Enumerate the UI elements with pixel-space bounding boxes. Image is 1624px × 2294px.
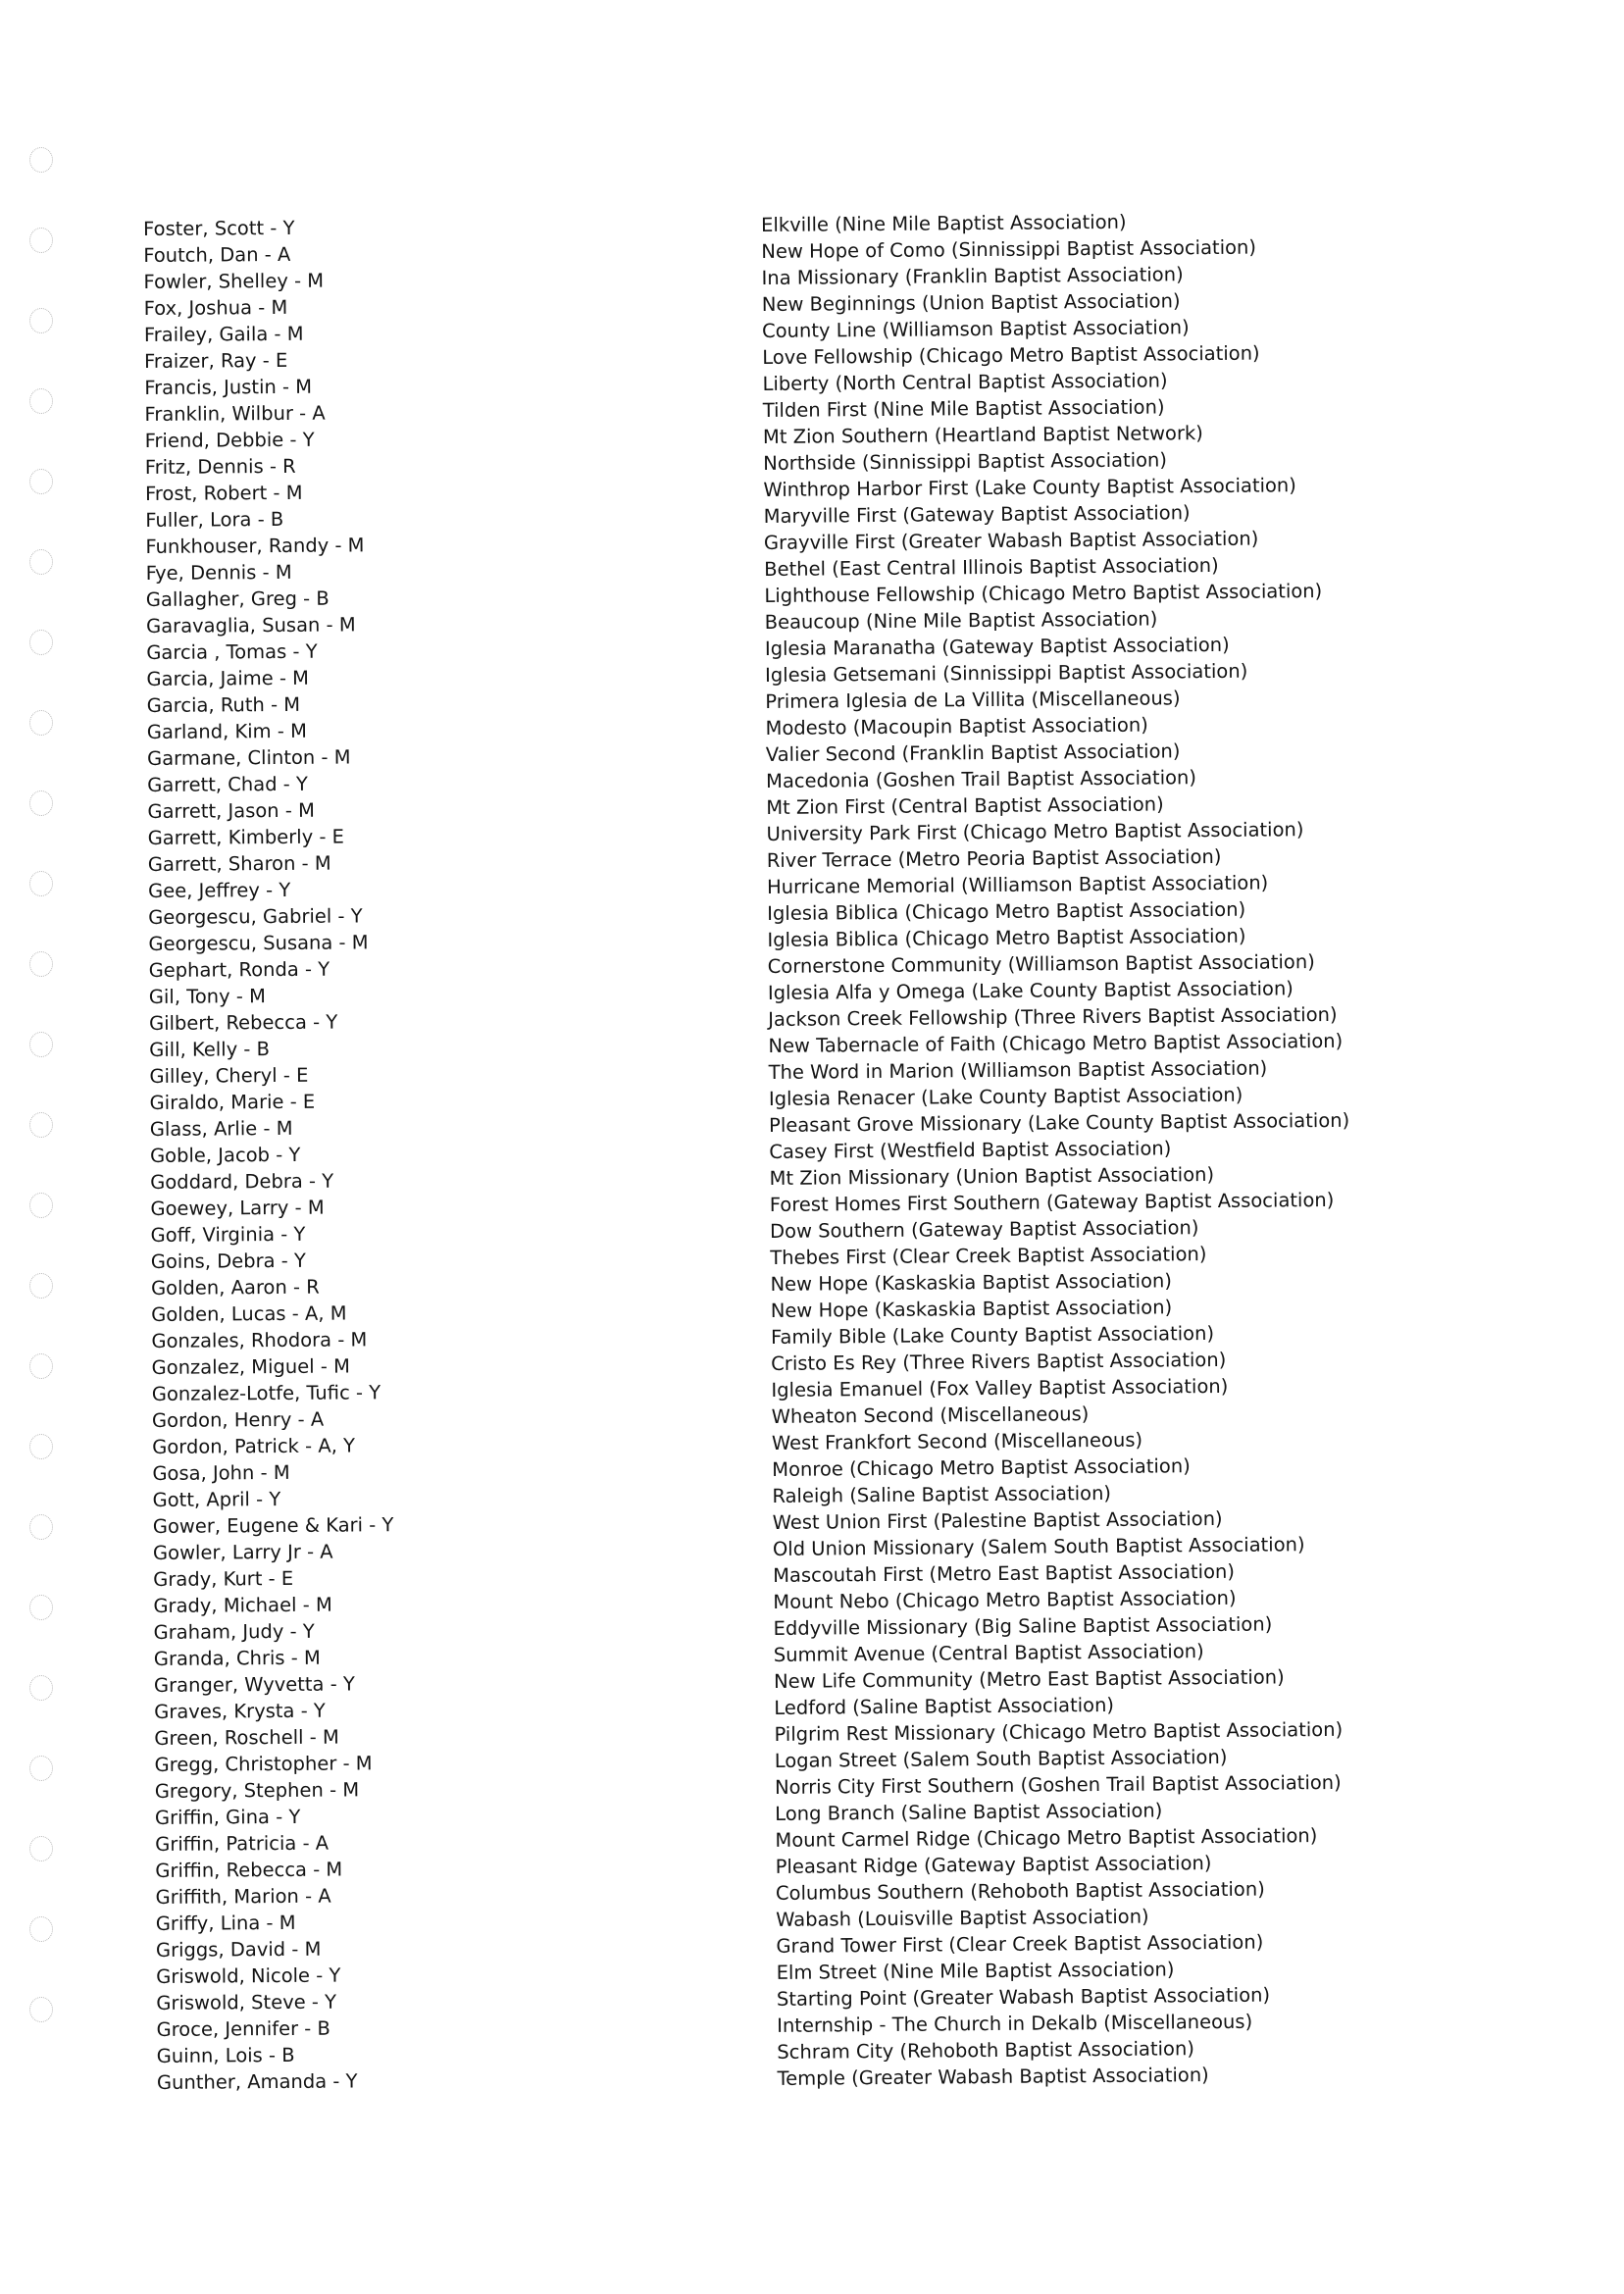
name-entry: Francis, Justin - M [144, 375, 313, 399]
binder-hole-mark [29, 1273, 53, 1299]
church-entry: Long Branch (Saline Baptist Association) [775, 1799, 1163, 1825]
church-entry: Casey First (Westfield Baptist Association) [769, 1137, 1172, 1163]
binder-hole-mark [29, 951, 53, 977]
name-entry: Goddard, Debra - Y [150, 1169, 334, 1194]
church-entry: Jackson Creek Fellowship (Three Rivers Baptist Association) [768, 1002, 1338, 1031]
church-entry: Wabash (Louisville Baptist Association) [776, 1905, 1149, 1931]
church-entry: Dow Southern (Gateway Baptist Association) [769, 1216, 1199, 1243]
binder-hole-mark [29, 469, 53, 494]
name-entry: Garland, Kim - M [146, 719, 307, 743]
church-entry: Iglesia Maranatha (Gateway Baptist Association) [764, 633, 1230, 660]
church-entry: River Terrace (Metro Peoria Baptist Association) [766, 844, 1222, 872]
church-entry: Columbus Southern (Rehoboth Baptist Association) [775, 1877, 1265, 1905]
binder-hole-mark [29, 1032, 53, 1057]
name-entry: Gephart, Ronda - Y [148, 957, 330, 982]
name-entry: Fraizer, Ray - E [144, 348, 288, 373]
church-entry: Pilgrim Rest Missionary (Chicago Metro Baptist Association) [774, 1717, 1344, 1746]
name-entry: Goewey, Larry - M [150, 1196, 325, 1220]
name-entry: Fye, Dennis - M [145, 560, 292, 585]
church-entry: Iglesia Biblica (Chicago Metro Baptist Association) [767, 897, 1246, 925]
name-entry: Gosa, John - M [152, 1460, 290, 1485]
church-entry: Hurricane Memorial (Williamson Baptist Association) [766, 871, 1269, 898]
church-entry: Mascoutah First (Metro East Baptist Association) [773, 1559, 1236, 1587]
church-entry: Cristo Es Rey (Three Rivers Baptist Association) [771, 1348, 1227, 1375]
name-entry: Garrett, Sharon - M [147, 851, 331, 876]
name-entry: Fowler, Shelley - M [143, 269, 325, 293]
church-entry: Macedonia (Goshen Trail Baptist Association) [765, 766, 1197, 792]
name-entry: Fuller, Lora - B [145, 507, 284, 532]
church-entry: Iglesia Emanuel (Fox Valley Baptist Association) [771, 1374, 1229, 1402]
name-entry: Griffin, Rebecca - M [155, 1858, 343, 1882]
name-entry: Gil, Tony - M [148, 985, 266, 1008]
church-entry: Forest Homes First Southern (Gateway Baptist Association) [769, 1188, 1335, 1216]
church-entry: Tilden First (Nine Mile Baptist Association) [762, 395, 1165, 422]
church-entry: Mt Zion First (Central Baptist Association) [766, 792, 1164, 819]
name-entry: Griswold, Steve - Y [156, 1990, 337, 2014]
name-entry: Gower, Eugene & Kari - Y [152, 1513, 394, 1538]
name-entry: Gott, April - Y [152, 1488, 281, 1511]
church-entry: Mount Nebo (Chicago Metro Baptist Association) [773, 1586, 1237, 1613]
name-entry: Funkhouser, Randy - M [145, 534, 365, 558]
name-entry: Glass, Arlie - M [149, 1116, 293, 1141]
church-entry: New Hope (Kaskaskia Baptist Association) [770, 1296, 1173, 1322]
name-entry: Garcia, Ruth - M [146, 692, 301, 717]
church-entry: Thebes First (Clear Creek Baptist Association) [770, 1243, 1207, 1269]
binder-hole-mark [29, 308, 53, 333]
church-entry: Summit Avenue (Central Baptist Association) [773, 1640, 1204, 1666]
binder-hole-mark [29, 1353, 53, 1379]
church-entry: Lighthouse Fellowship (Chicago Metro Baptist Association) [764, 580, 1323, 607]
church-entry: West Frankfort Second (Miscellaneous) [771, 1428, 1143, 1454]
name-entry: Gilley, Cheryl - E [149, 1063, 309, 1088]
name-entry: Garavaglia, Susan - M [145, 613, 356, 637]
church-entry: Grand Tower First (Clear Creek Baptist Association) [776, 1930, 1264, 1958]
name-entry: Gonzales, Rhodora - M [151, 1328, 368, 1352]
church-entry: Old Union Missionary (Salem South Baptist Association) [772, 1533, 1305, 1560]
binder-hole-mark [29, 388, 53, 414]
name-entry: Gee, Jeffrey - Y [147, 878, 291, 902]
binder-hole-mark [29, 147, 53, 173]
member-names-column [143, 214, 398, 2096]
church-entry: Internship - The Church in Dekalb (Miscellaneous) [777, 2010, 1253, 2037]
name-entry: Frailey, Gaila - M [143, 322, 304, 346]
church-entry: Iglesia Alfa y Omega (Lake County Baptist Association) [767, 977, 1294, 1004]
name-entry: Foutch, Dan - A [143, 242, 291, 267]
church-entry: Pleasant Grove Missionary (Lake County Baptist Association) [769, 1108, 1350, 1137]
binder-hole-mark [29, 1434, 53, 1459]
church-assignments-column [761, 207, 1358, 2092]
binder-hole-mark [29, 1916, 53, 1942]
name-entry: Garcia , Tomas - Y [146, 639, 318, 664]
church-entry: Grayville First (Greater Wabash Baptist Association) [763, 527, 1259, 554]
church-entry: Northside (Sinnissippi Baptist Association) [763, 448, 1168, 475]
name-entry: Foster, Scott - Y [143, 216, 295, 240]
name-entry: Guinn, Lois - B [156, 2043, 295, 2067]
church-entry: Maryville First (Gateway Baptist Association) [763, 501, 1191, 528]
binder-hole-mark [29, 1997, 53, 2022]
church-entry: Iglesia Biblica (Chicago Metro Baptist Association) [767, 924, 1246, 951]
name-entry: Griswold, Nicole - Y [156, 1963, 341, 1988]
name-entry: Gill, Kelly - B [149, 1038, 271, 1061]
church-entry: Raleigh (Saline Baptist Association) [772, 1481, 1112, 1507]
name-entry: Griggs, David - M [155, 1937, 322, 1962]
church-entry: Love Fellowship (Chicago Metro Baptist Association) [762, 341, 1260, 369]
name-entry: Giraldo, Marie - E [149, 1090, 316, 1114]
name-entry: Georgescu, Susana - M [148, 931, 369, 955]
church-entry: Norris City First Southern (Goshen Trail Baptist Association) [774, 1770, 1342, 1799]
church-entry: Liberty (North Central Baptist Association) [762, 369, 1168, 395]
church-entry: Beaucoup (Nine Mile Baptist Association) [764, 607, 1158, 634]
binder-hole-mark [29, 1836, 53, 1861]
church-entry: Starting Point (Greater Wabash Baptist Association) [776, 1983, 1271, 2011]
binder-holes [22, 147, 71, 2207]
church-entry: Mt Zion Missionary (Union Baptist Association) [769, 1163, 1215, 1190]
binder-hole-mark [29, 790, 53, 816]
name-entry: Fox, Joshua - M [143, 295, 288, 320]
name-entry: Graham, Judy - Y [153, 1619, 315, 1644]
binder-hole-mark [29, 710, 53, 736]
name-entry: Granda, Chris - M [153, 1646, 321, 1670]
church-entry: Family Bible (Lake County Baptist Association) [770, 1322, 1215, 1349]
binder-hole-mark [29, 1756, 53, 1781]
name-entry: Grady, Kurt - E [153, 1566, 294, 1591]
name-entry: Gregg, Christopher - M [154, 1752, 373, 1776]
name-entry: Green, Roschell - M [154, 1725, 339, 1750]
binder-hole-mark [29, 871, 53, 896]
binder-hole-mark [29, 1514, 53, 1540]
church-entry: Temple (Greater Wabash Baptist Association) [777, 2064, 1209, 2090]
name-entry: Gordon, Patrick - A, Y [152, 1434, 356, 1458]
name-entry: Gonzalez-Lotfe, Tufic - Y [151, 1381, 381, 1405]
name-entry: Graves, Krysta - Y [154, 1699, 326, 1723]
name-entry: Goff, Virginia - Y [150, 1222, 306, 1247]
church-entry: Iglesia Renacer (Lake County Baptist Association) [768, 1083, 1243, 1110]
name-entry: Griffin, Gina - Y [154, 1805, 301, 1829]
church-entry: Ledford (Saline Baptist Association) [774, 1693, 1115, 1719]
name-entry: Goins, Debra - Y [150, 1249, 306, 1273]
church-entry: Elkville (Nine Mile Baptist Association) [761, 210, 1127, 236]
church-entry: Winthrop Harbor First (Lake County Baptist Association) [763, 474, 1296, 501]
church-entry: Modesto (Macoupin Baptist Association) [765, 713, 1148, 739]
name-entry: Gowler, Larry Jr - A [152, 1540, 333, 1564]
name-entry: Golden, Aaron - R [150, 1275, 320, 1300]
church-entry: University Park First (Chicago Metro Baptist Association) [766, 818, 1304, 845]
name-entry: Garmane, Clinton - M [146, 745, 351, 770]
name-entry: Georgescu, Gabriel - Y [148, 904, 363, 929]
binder-hole-mark [29, 549, 53, 575]
church-entry: Iglesia Getsemani (Sinnissippi Baptist Association) [765, 659, 1248, 687]
binder-hole-mark [29, 630, 53, 655]
name-entry: Golden, Lucas - A, M [151, 1301, 347, 1326]
church-entry: Eddyville Missionary (Big Saline Baptist Association) [773, 1612, 1273, 1640]
church-entry: Elm Street (Nine Mile Baptist Association) [776, 1958, 1175, 1984]
church-entry: Logan Street (Salem South Baptist Association) [774, 1745, 1228, 1772]
church-entry: Mount Carmel Ridge (Chicago Metro Baptist Association) [775, 1824, 1318, 1852]
name-entry: Griffy, Lina - M [155, 1911, 296, 1935]
church-entry: Mt Zion Southern (Heartland Baptist Network) [762, 422, 1203, 448]
binder-hole-mark [29, 228, 53, 253]
church-entry: Bethel (East Central Illinois Baptist Association) [764, 553, 1219, 581]
name-entry: Gonzalez, Miguel - M [151, 1354, 350, 1379]
name-entry: Grady, Michael - M [153, 1593, 332, 1617]
name-entry: Garcia, Jaime - M [146, 666, 310, 690]
church-entry: Pleasant Ridge (Gateway Baptist Association) [775, 1852, 1212, 1878]
name-entry: Gunther, Amanda - Y [156, 2069, 358, 2094]
church-entry: Schram City (Rehoboth Baptist Association) [777, 2037, 1194, 2064]
name-entry: Groce, Jennifer - B [156, 2016, 330, 2041]
church-entry: Valier Second (Franklin Baptist Association) [765, 739, 1181, 766]
name-entry: Gordon, Henry - A [151, 1407, 325, 1432]
name-entry: Friend, Debbie - Y [144, 428, 315, 452]
name-entry: Goble, Jacob - Y [149, 1143, 301, 1167]
name-entry: Franklin, Wilbur - A [144, 401, 326, 426]
name-entry: Gregory, Stephen - M [154, 1778, 360, 1803]
binder-hole-mark [29, 1193, 53, 1218]
church-entry: Cornerstone Community (Williamson Baptist Association) [767, 950, 1315, 978]
church-entry: New Tabernacle of Faith (Chicago Metro Baptist Association) [768, 1029, 1344, 1057]
binder-hole-mark [29, 1595, 53, 1620]
church-entry: The Word in Marion (Williamson Baptist Association) [768, 1056, 1268, 1084]
binder-hole-mark [29, 1112, 53, 1138]
name-entry: Griffin, Patricia - A [155, 1831, 330, 1856]
name-entry: Griffith, Marion - A [155, 1884, 331, 1909]
church-entry: County Line (Williamson Baptist Association) [761, 316, 1190, 342]
name-entry: Garrett, Jason - M [147, 798, 315, 823]
name-entry: Granger, Wyvetta - Y [153, 1672, 355, 1697]
church-entry: Monroe (Chicago Metro Baptist Association) [772, 1454, 1191, 1481]
name-entry: Garrett, Kimberly - E [147, 825, 345, 849]
church-entry: Ina Missionary (Franklin Baptist Association) [761, 263, 1184, 289]
church-entry: West Union First (Palestine Baptist Association) [772, 1506, 1223, 1534]
church-entry: New Beginnings (Union Baptist Association) [761, 289, 1181, 316]
name-entry: Gilbert, Rebecca - Y [148, 1010, 338, 1035]
name-entry: Frost, Robert - M [144, 481, 303, 505]
church-entry: Wheaton Second (Miscellaneous) [771, 1402, 1090, 1428]
church-entry: Primera Iglesia de La Villita (Miscellaneous) [765, 687, 1181, 713]
binder-hole-mark [29, 1675, 53, 1701]
name-entry: Fritz, Dennis - R [144, 454, 296, 479]
name-entry: Gallagher, Greg - B [145, 586, 330, 611]
church-entry: New Hope (Kaskaskia Baptist Association) [770, 1269, 1173, 1296]
name-entry: Garrett, Chad - Y [147, 772, 308, 796]
church-entry: New Hope of Como (Sinnissippi Baptist Association) [761, 235, 1257, 263]
church-entry: New Life Community (Metro East Baptist Association) [773, 1665, 1285, 1693]
